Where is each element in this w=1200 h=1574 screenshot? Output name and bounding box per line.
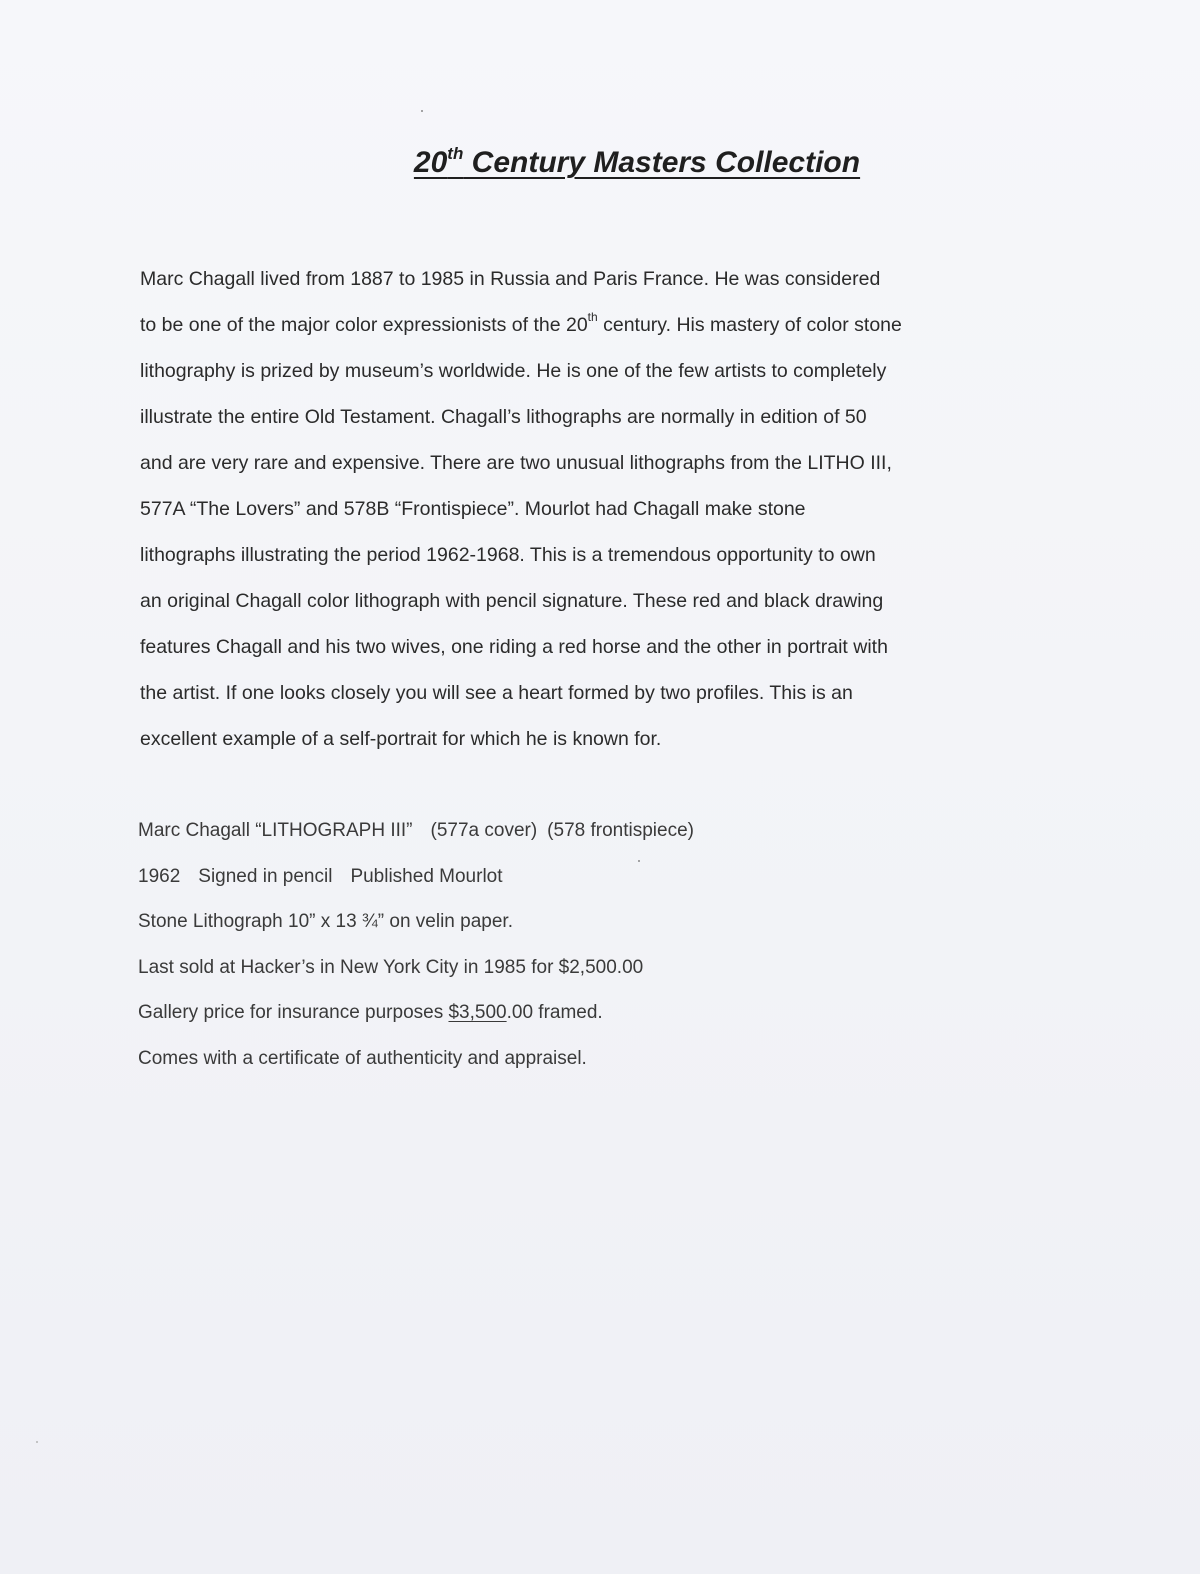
detail-certificate-line: Comes with a certificate of authenticity and appraisel. <box>138 1047 587 1069</box>
artwork-year: 1962 <box>138 865 181 887</box>
paragraph-line: illustrate the entire Old Testament. Chagall’s lithographs are normally in edition of 50 <box>140 406 867 428</box>
title-text: Century Masters Collection <box>463 146 861 179</box>
paragraph-line: Marc Chagall lived from 1887 to 1985 in Russia and Paris France. He was considered <box>140 268 881 290</box>
description-paragraph <box>140 256 1040 762</box>
line-text-before: to be one of the major color expressionists of the 20 <box>140 314 588 336</box>
publisher-note: Published Mourlot <box>350 865 503 887</box>
detail-medium-line: Stone Lithograph 10” x 13 ¾” on velin paper. <box>138 911 513 932</box>
cover-reference: (577a cover) <box>430 820 538 841</box>
paragraph-line: 577A “The Lovers” and 578B “Frontispiece”. Mourlot had Chagall make stone <box>140 498 806 520</box>
paper-speck <box>638 860 640 862</box>
paper-speck <box>421 110 423 112</box>
detail-gallery-price-line <box>138 990 1038 1036</box>
gallery-price-label: Gallery price for insurance purposes <box>138 1002 449 1023</box>
paragraph-line: excellent example of a self-portrait for which he is known for. <box>140 728 662 750</box>
artwork-title: Marc Chagall “LITHOGRAPH III” <box>138 820 413 841</box>
title-superscript: th <box>447 144 464 163</box>
paper-speck <box>36 1441 38 1443</box>
frontispiece-reference: (578 frontispiece) <box>547 820 694 841</box>
paragraph-line: lithography is prized by museum’s worldwide. He is one of the few artists to completely <box>140 360 887 382</box>
gallery-price-suffix: .00 framed. <box>506 1002 603 1023</box>
artwork-details <box>138 808 1038 1081</box>
paragraph-line: lithographs illustrating the period 1962-1968. This is a tremendous opportunity to own <box>140 544 876 566</box>
signature-note: Signed in pencil <box>198 865 333 887</box>
paragraph-line: an original Chagall color lithograph with pencil signature. These red and black drawing <box>140 590 884 612</box>
detail-artist-title-line <box>138 808 1038 854</box>
detail-year-line <box>138 854 1038 900</box>
detail-last-sold-line: Last sold at Hacker’s in New York City in 1985 for $2,500.00 <box>138 956 644 978</box>
paragraph-line: features Chagall and his two wives, one riding a red horse and the other in portrait with <box>140 636 888 658</box>
gallery-price-amount: $3,500 <box>448 1002 507 1023</box>
line-superscript: th <box>587 309 598 324</box>
paragraph-line <box>140 302 1040 348</box>
document-title <box>0 146 1200 180</box>
paragraph-line: the artist. If one looks closely you will see a heart formed by two profiles. This is an <box>140 682 853 704</box>
line-text-after: century. His mastery of color stone <box>597 314 902 336</box>
title-number: 20 <box>413 146 448 179</box>
paragraph-line: and are very rare and expensive. There are two unusual lithographs from the LITHO III, <box>140 452 892 474</box>
